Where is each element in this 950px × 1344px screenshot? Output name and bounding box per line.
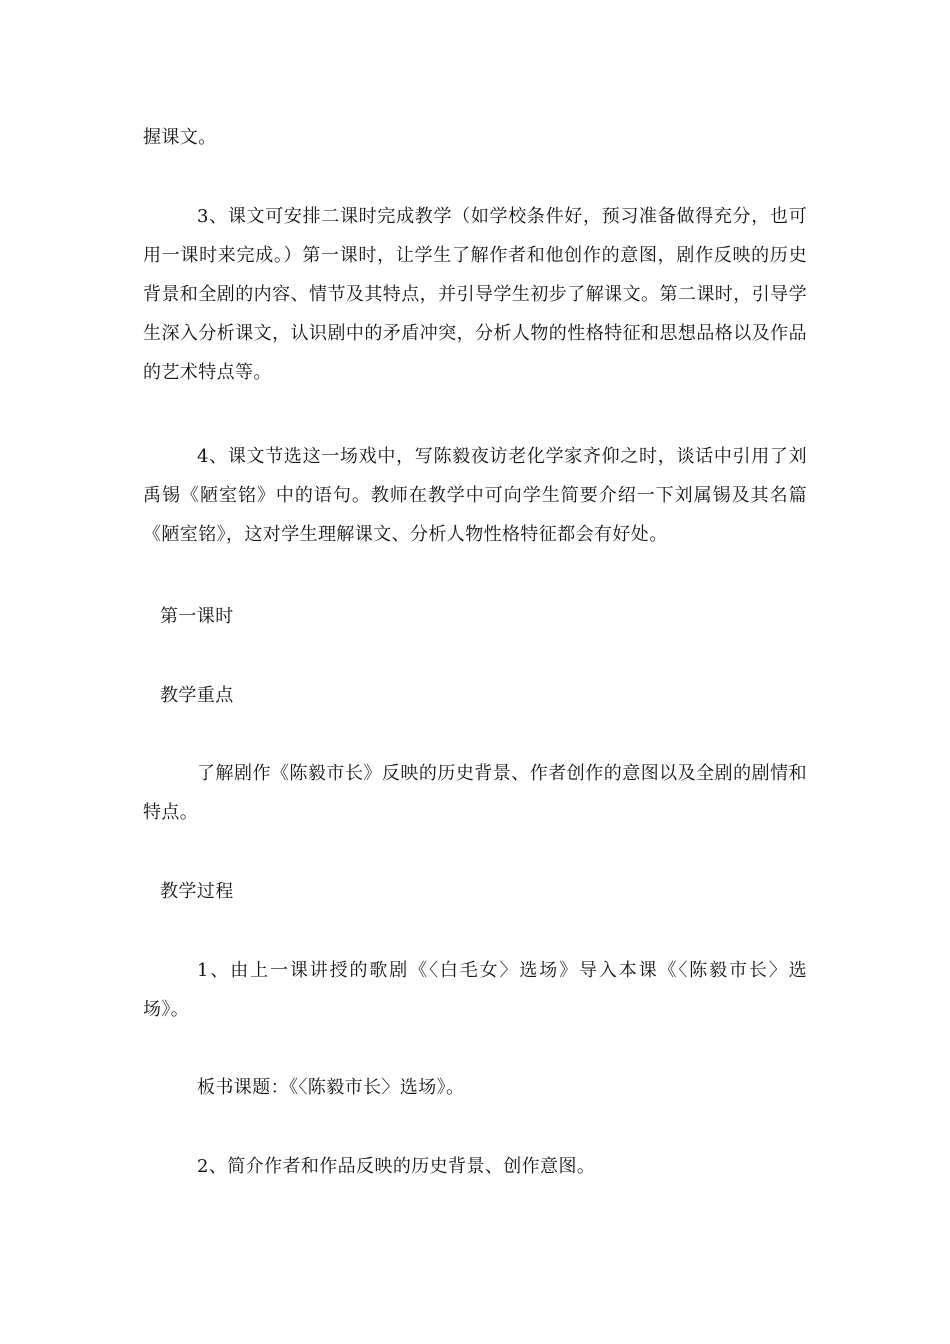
paragraph-board-title: 板书课题：《〈陈毅市长〉选场》。 (197, 1077, 465, 1098)
section-heading-first-lesson: 第一课时 (160, 606, 234, 627)
section-heading-teaching-process: 教学过程 (160, 881, 234, 902)
paragraph-teaching-focus: 了解剧作《陈毅市长》反映的历史背景、作者创作的意图以及全剧的剧情和特点。 (143, 763, 807, 823)
paragraph-item-3: 3、课文可安排二课时完成教学（如学校条件好，预习准备做得充分，也可用一课时来完成。）第一课时，让学生了解作者和他创作的意图，剧作反映的历史背景和全剧的内容、情节及其特点，并引导学生初步了解课文。第二课时，引导学生深入分析课文，认识剧中的矛盾冲突，分析人物的性格特征和思想品格以及作品的艺术特点等。 (143, 206, 807, 383)
section-heading-teaching-focus: 教学重点 (160, 685, 234, 706)
paragraph-process-step-1: 1、由上一课讲授的歌剧《〈白毛女〉选场》导入本课《〈陈毅市长〉选场》。 (143, 960, 807, 1020)
paragraph-continuation: 握课文。 (143, 127, 217, 148)
paragraph-item-4: 4、课文节选这一场戏中，写陈毅夜访老化学家齐仰之时，谈话中引用了刘禹锡《陋室铭》中的语句。教师在教学中可向学生简要介绍一下刘属锡及其名篇《陋室铭》，这对学生理解课文、分析人物性格特征都会有好处。 (143, 446, 807, 545)
paragraph-process-step-2: 2、简介作者和作品反映的历史背景、创作意图。 (197, 1156, 596, 1177)
